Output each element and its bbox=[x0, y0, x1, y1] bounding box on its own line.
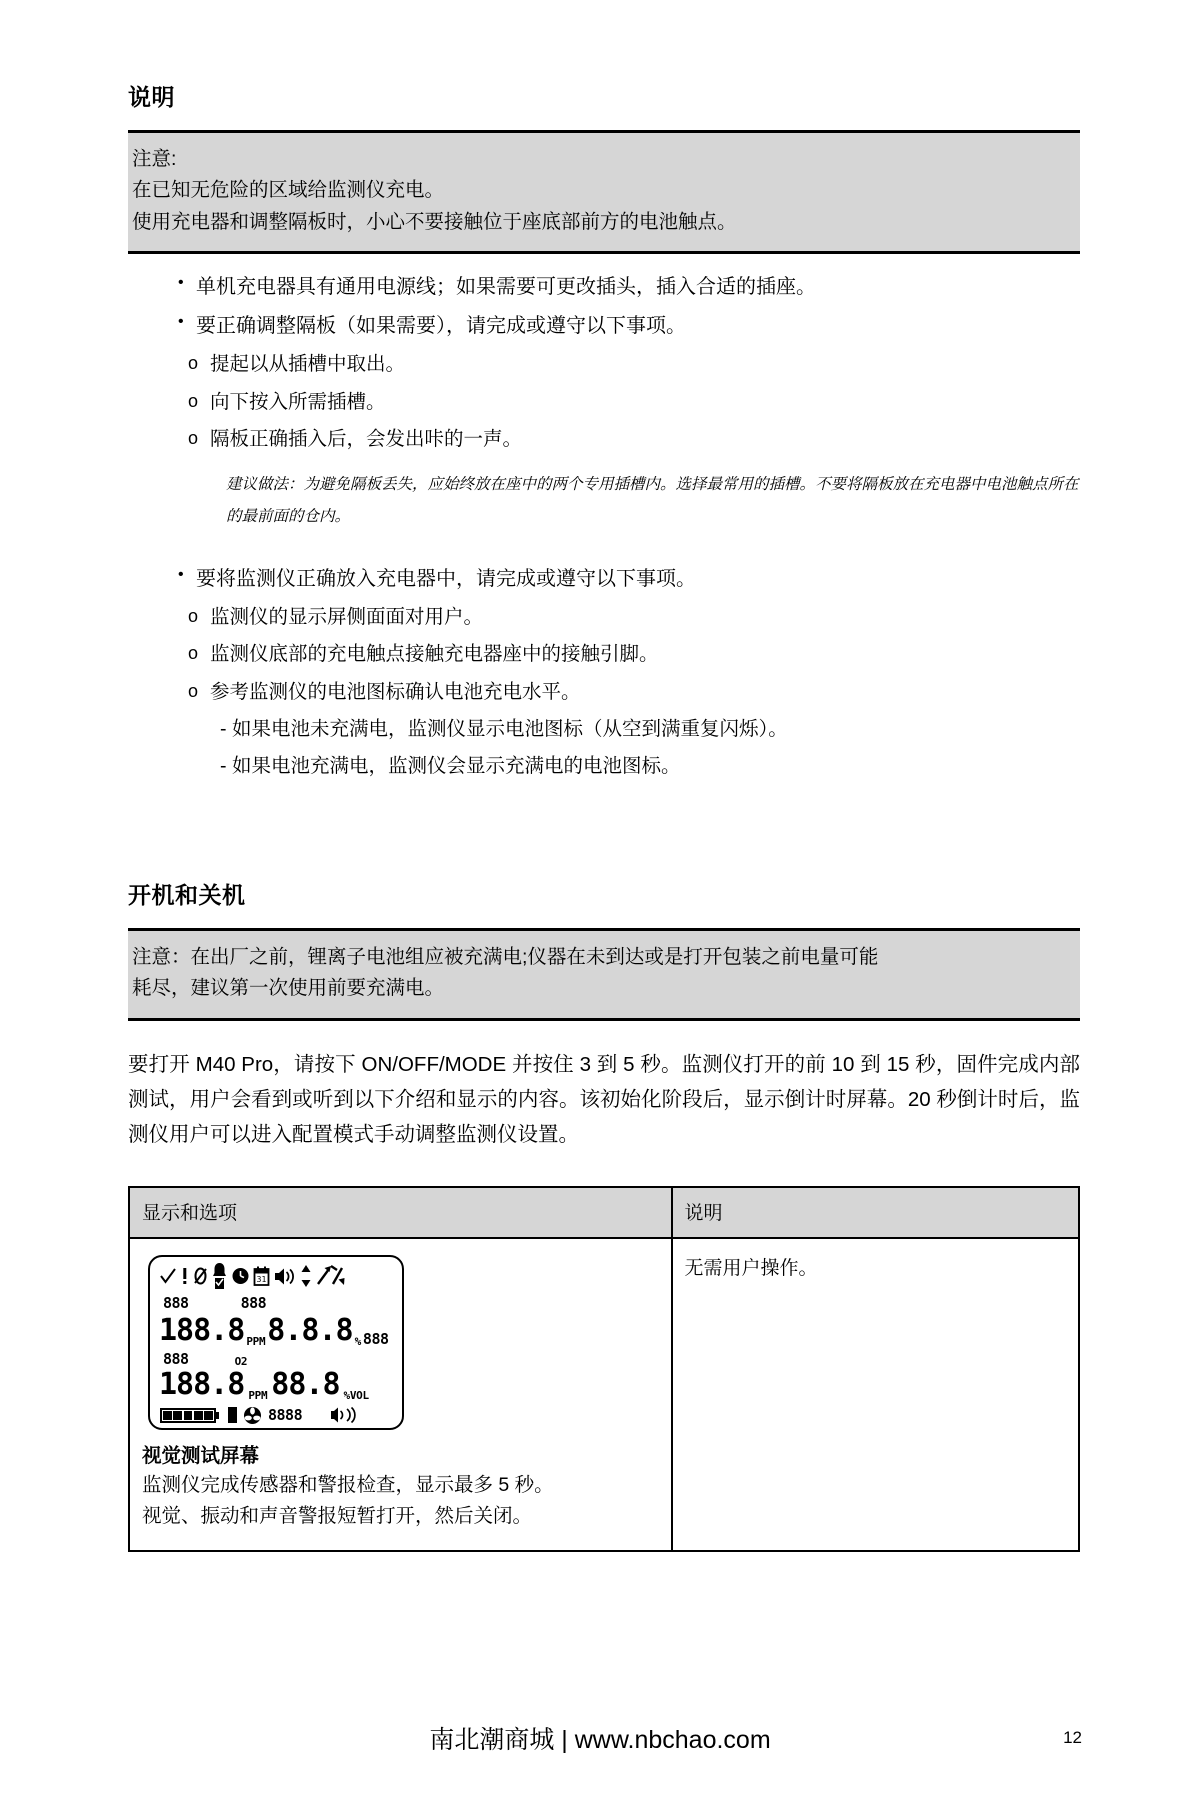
calendar-31-icon bbox=[253, 1266, 270, 1287]
list-item bbox=[188, 636, 1080, 673]
table-body bbox=[129, 1238, 1079, 1551]
bell-check-icon bbox=[211, 1262, 228, 1290]
recommendation-note: 建议做法：为避免隔板丢失，应始终放在座中的两个专用插槽内。选择最常用的插槽。不要将隔板放在充电器中电池触点所在的最前面的仓内。 bbox=[226, 475, 1079, 526]
dash-item-text: 如果电池充满电，监测仪会显示充满电的电池图标。 bbox=[232, 755, 681, 778]
lcd-status-row bbox=[157, 1404, 395, 1426]
slashed-zero-icon bbox=[193, 1266, 208, 1286]
battery-segment bbox=[173, 1411, 182, 1420]
note-line: 注意：在出厂之前，锂离子电池组应被充满电;仪器在未到达或是打开包装之前电量可能 bbox=[132, 945, 879, 968]
list-item bbox=[220, 748, 1080, 785]
dash-list-battery bbox=[128, 711, 1080, 786]
battery-tip bbox=[216, 1412, 219, 1419]
lcd-digits-main-left-2: 188.8 bbox=[159, 1367, 245, 1403]
cell-description bbox=[672, 1238, 1079, 1551]
lcd-small-digits-row-2 bbox=[157, 1348, 395, 1368]
battery-segment bbox=[204, 1411, 213, 1420]
sub-list-divider bbox=[128, 346, 1080, 458]
lcd-digits-main-mid: 8.8.8 bbox=[267, 1313, 353, 1349]
spacer bbox=[128, 534, 1080, 560]
note-line: 使用充电器和调整隔板时，小心不要接触位于座底部前方的电池触点。 bbox=[132, 210, 737, 233]
list-item bbox=[176, 268, 1080, 307]
lcd-digits-small-mid: 888 bbox=[240, 1294, 267, 1313]
list-item bbox=[188, 421, 1080, 458]
note-line: 注意: bbox=[132, 147, 177, 170]
instruction-list-insertion bbox=[128, 560, 1080, 599]
lcd-percent-prefix: % bbox=[354, 1335, 361, 1349]
note-box-battery bbox=[128, 928, 1080, 1021]
bullet-text: 单机充电器具有通用电源线；如果需要可更改插头，插入合适的插座。 bbox=[196, 276, 816, 299]
spacer bbox=[128, 786, 1080, 882]
battery-segment bbox=[163, 1411, 172, 1420]
body-paragraph: 要打开 M40 Pro，请按下 ON/OFF/MODE 并按住 3 到 5 秒。监测仪打开的前 10 到 15 秒，固件完成内部测试，用户会看到或听到以下介绍和显示的内容。该初始化阶段后，显示倒计时屏幕。20 秒倒计时后，监测仪用户可以进入配置模式手动调整监测仪设置。 bbox=[128, 1052, 1080, 1147]
sub-bullet-text: 监测仪底部的充电触点接触充电器座中的接触引脚。 bbox=[210, 643, 659, 666]
list-item bbox=[176, 560, 1080, 599]
display-caption-line: 视觉、振动和声音警报短暂打开，然后关闭。 bbox=[142, 1505, 533, 1528]
sub-list-insertion bbox=[128, 599, 1080, 711]
solid-block-icon bbox=[228, 1407, 237, 1423]
dash-item-text: 如果电池未充满电，监测仪显示电池图标（从空到满重复闪烁）。 bbox=[232, 718, 788, 741]
battery-segment bbox=[184, 1411, 193, 1420]
lcd-percent-digits: 888 bbox=[362, 1330, 389, 1349]
page-number: 12 bbox=[1063, 1728, 1082, 1747]
bullet-text: 要将监测仪正确放入充电器中，请完成或遵守以下事项。 bbox=[196, 567, 696, 590]
lcd-digits-main-left: 188.8 bbox=[159, 1313, 245, 1349]
battery-icon bbox=[160, 1408, 219, 1423]
table-row bbox=[129, 1238, 1079, 1551]
lcd-icon-row bbox=[157, 1262, 395, 1290]
section-heading-power: 开机和关机 bbox=[128, 881, 246, 908]
sub-bullet-text: 监测仪的显示屏侧面面对用户。 bbox=[210, 605, 484, 628]
display-caption-line: 监测仪完成传感器和警报检查，显示最多 5 秒。 bbox=[142, 1474, 554, 1497]
sub-bullet-text: 参考监测仪的电池图标确认电池充电水平。 bbox=[210, 680, 581, 703]
column-header-description: 说明 bbox=[672, 1187, 1079, 1238]
table-header-row bbox=[129, 1187, 1079, 1238]
sub-bullet-text: 隔板正确插入后，会发出咔的一声。 bbox=[210, 428, 523, 451]
lcd-unit-ppm-1: PPM bbox=[246, 1335, 266, 1349]
lcd-bottom-digits: 8888 bbox=[268, 1406, 303, 1425]
list-item bbox=[188, 599, 1080, 636]
sub-bullet-text: 提起以从插槽中取出。 bbox=[210, 353, 406, 376]
speaker-waves-icon bbox=[273, 1266, 297, 1287]
footer-branding: 南北潮商城 | www.nbchao.com bbox=[429, 1726, 771, 1754]
list-item bbox=[188, 674, 1080, 711]
sub-bullet-text: 向下按入所需插槽。 bbox=[210, 390, 386, 413]
list-item bbox=[176, 307, 1080, 346]
spacer bbox=[128, 254, 1080, 268]
lcd-digits-small-left: 888 bbox=[163, 1294, 189, 1313]
cell-display-graphic bbox=[129, 1238, 672, 1551]
sound-waves-icon bbox=[330, 1406, 360, 1424]
column-header-display: 显示和选项 bbox=[129, 1187, 672, 1238]
peak-arrows-icon bbox=[315, 1264, 347, 1288]
battery-segment bbox=[194, 1411, 203, 1420]
lcd-main-row-2 bbox=[157, 1368, 395, 1402]
svg-text:31: 31 bbox=[256, 1274, 267, 1284]
bullet-text: 要正确调整隔板（如果需要），请完成或遵守以下事项。 bbox=[196, 315, 686, 338]
lcd-unit-ppm-2: PPM bbox=[248, 1389, 268, 1403]
fan-icon bbox=[243, 1406, 262, 1425]
up-down-arrows-icon bbox=[300, 1264, 312, 1288]
list-item bbox=[188, 346, 1080, 383]
list-item bbox=[188, 384, 1080, 421]
lcd-screen-graphic bbox=[148, 1255, 404, 1430]
page-title: 说明 bbox=[128, 84, 175, 110]
clock-icon bbox=[231, 1266, 250, 1286]
note-line: 耗尽，建议第一次使用前要充满电。 bbox=[132, 977, 445, 1000]
lcd-main-row-1 bbox=[157, 1312, 395, 1348]
display-options-table bbox=[128, 1186, 1080, 1552]
lcd-unit-vol: %VOL bbox=[343, 1389, 369, 1403]
display-caption-title: 视觉测试屏幕 bbox=[142, 1445, 260, 1468]
instruction-list-charger bbox=[128, 268, 1080, 346]
lcd-digits-main-mid-2: 88.8 bbox=[271, 1367, 340, 1403]
description-text: 无需用户操作。 bbox=[684, 1258, 818, 1280]
table-header bbox=[129, 1187, 1079, 1238]
lcd-digits-small-left-2: 888 bbox=[163, 1350, 189, 1369]
lcd-label-o2: O2 bbox=[234, 1355, 248, 1369]
lcd-small-digits-row-1 bbox=[157, 1290, 395, 1312]
note-line: 在已知无危险的区域给监测仪充电。 bbox=[132, 179, 445, 202]
battery-body bbox=[160, 1408, 216, 1423]
exclamation-icon bbox=[180, 1266, 190, 1286]
check-icon bbox=[159, 1266, 177, 1286]
note-box-charging bbox=[128, 130, 1080, 255]
list-item bbox=[220, 711, 1080, 748]
